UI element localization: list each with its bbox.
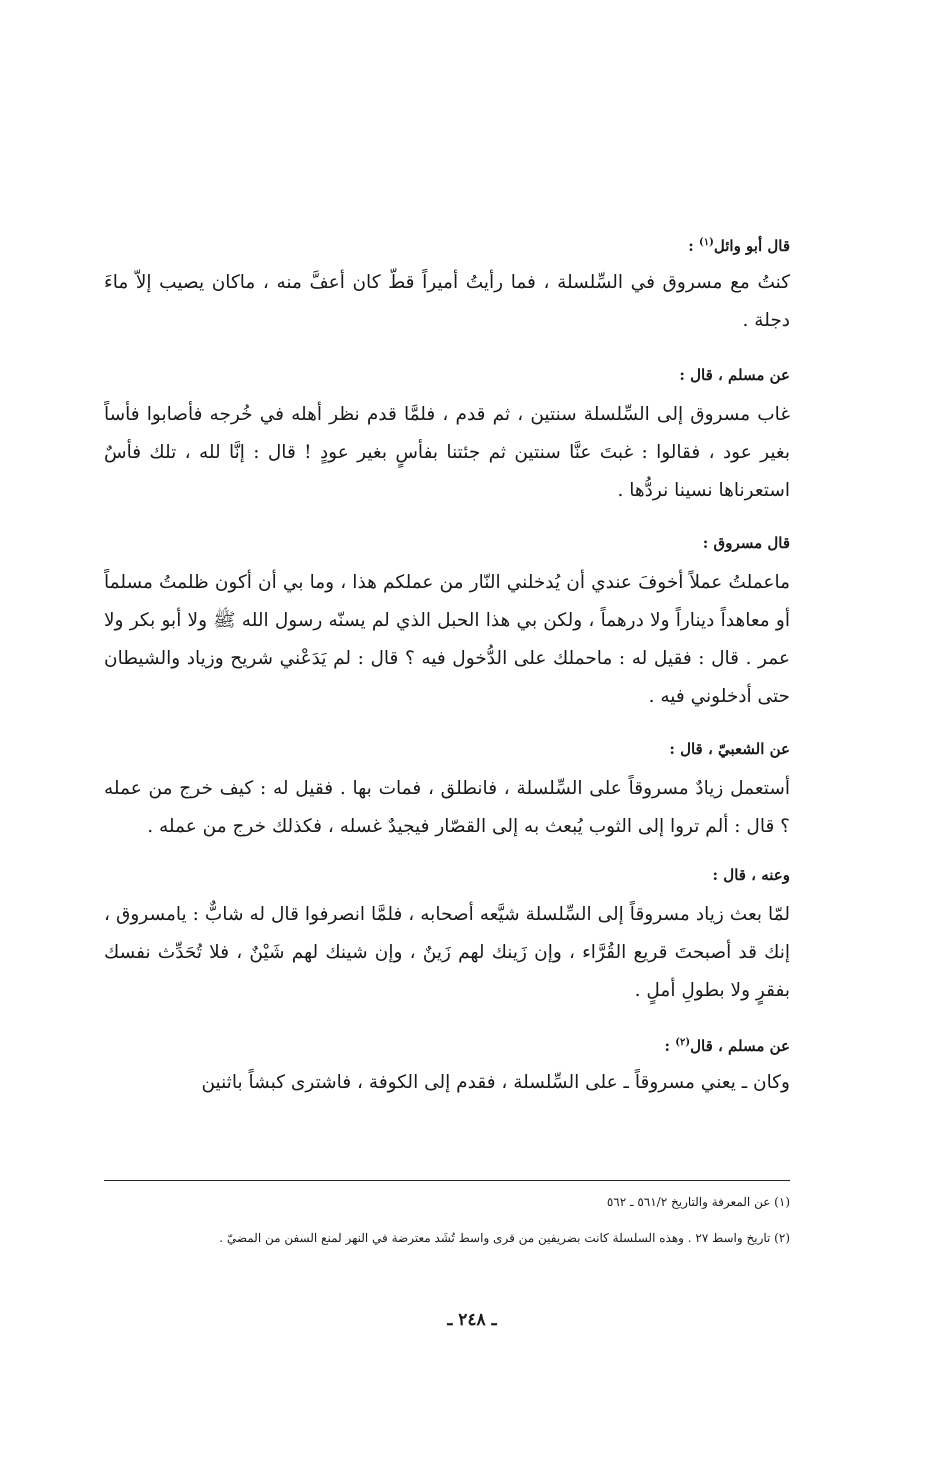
footnote-ref: (١): [699, 237, 714, 248]
heading-text: قال أبو وائل: [713, 237, 790, 255]
section-paragraph: وكان ـ يعني مسروقاً ـ على السِّلسلة ، فقدم إلى الكوفة ، فاشترى كبشاً باثنين: [201, 1072, 790, 1093]
section-paragraph: ماعملتُ عملاً أخوفَ عندي أن يُدخلني النّار من عملكم هذا ، وما بي أن أكون ظلمتُ مسلماً أو معاهداً ديناراً ولا درهماً ، ولكن بي هذا الحبل الذي لم يسنّه رسول الله ﷺ ولا أبو بكر ولا عمر . قال : فقيل له : ماحملك على الدُّخول فيه ؟ قال : لم يَدَعْني شريح وزياد والشيطان حتى أدخلوني فيه .: [104, 572, 790, 707]
section-paragraph: كنتُ مع مسروق في السِّلسلة ، فما رأيتُ أميراً قطّ كان أعفَّ منه ، ماكان يصيب إلاّ ماءَ دجلة .: [104, 272, 790, 331]
section-heading: وعنه ، قال :: [712, 866, 790, 884]
heading-colon: :: [688, 237, 700, 255]
footnotes: [104, 1180, 790, 1251]
section-wa-anhu: [104, 864, 790, 1010]
section-heading: [104, 232, 790, 254]
section-paragraph: غاب مسروق إلى السِّلسلة سنتين ، ثم قدم ، فلمَّا قدم نظر أهله في خُرجه فأصابوا فأساً بغير عود ، فقالوا : غبتَ عنَّا سنتين ثم جئتنا بفأسٍ بغير عودٍ ! قال : إنَّا لله ، تلك فأسٌ استعرناها نسينا نردُّها .: [104, 404, 790, 501]
section-masruq: [104, 532, 790, 716]
footnote-1: (١) عن المعرفة والتاريخ ٥٦١/٢ ـ ٥٦٢: [606, 1195, 790, 1209]
page-number: ـ ٢٤٨ ـ: [447, 1310, 497, 1330]
section-abu-wail: [104, 232, 790, 340]
footnote-ref: (٢): [675, 1037, 691, 1048]
page-body: [104, 232, 790, 1102]
section-paragraph: لمّا بعث زياد مسروقاً إلى السِّلسلة شيَّعه أصحابه ، فلمَّا انصرفوا قال له شابٌّ : يامسروق ، إنك قد أصبحتَ قريع القُرَّاء ، وإن زَينك لهم زَينٌ ، وإن شينك لهم شَيْنٌ ، فلا تُحَدِّث نفسك بفقرٍ ولا بطولِ أملٍ .: [104, 904, 790, 1001]
section-muslim-1: [104, 364, 790, 510]
section-paragraph: أستعمل زيادٌ مسروقاً على السِّلسلة ، فانطلق ، فمات بها . فقيل له : كيف خرج من عمله ؟ قال : ألم تروا إلى الثوب يُبعث به إلى القصّار فيجيدٌ غسله ، فكذلك خرج من عمله .: [104, 778, 790, 837]
section-heading: [104, 1032, 790, 1054]
section-heading: عن مسلم ، قال :: [679, 366, 790, 384]
section-muslim-2: [104, 1032, 790, 1102]
footnote-2: (٢) تاريخ واسط ٢٧ . وهذه السلسلة كانت بضريفين من قرى واسط تُشَد معترضة في النهر لمنع السفن من المضيّ .: [219, 1231, 790, 1245]
heading-text: عن مسلم ، قال: [690, 1037, 790, 1055]
heading-colon: :: [664, 1037, 676, 1055]
section-shabi: [104, 738, 790, 846]
section-heading: قال مسروق :: [702, 534, 790, 552]
section-heading: عن الشعبيّ ، قال :: [669, 740, 790, 758]
